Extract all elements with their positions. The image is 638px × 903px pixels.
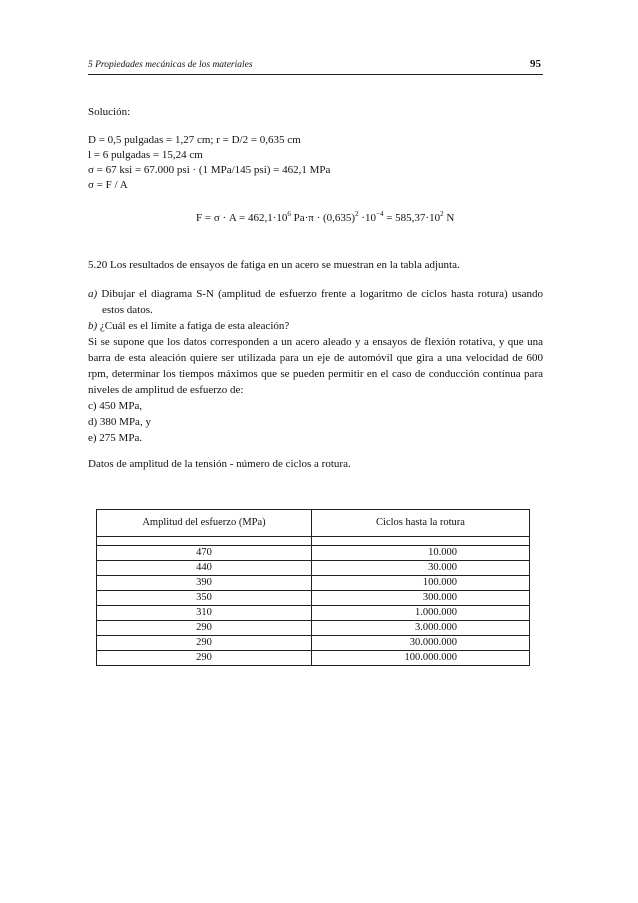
table-row xyxy=(97,651,530,666)
solution-line-3: σ = 67 ksi = 67.000 psi · (1 MPa/145 psi) = 462,1 MPa xyxy=(88,164,331,176)
solution-heading: Solución: xyxy=(88,106,131,118)
spacer-cell xyxy=(97,537,312,546)
fatigue-data-table xyxy=(96,509,530,666)
table-row xyxy=(97,606,530,621)
table-spacer-row xyxy=(97,537,530,546)
spacer-cell xyxy=(312,537,530,546)
force-equation xyxy=(196,210,454,224)
item-b-text: ¿Cuál es el límite a fatiga de esta aleación? xyxy=(99,320,290,332)
item-e: e) 275 MPa. xyxy=(88,432,143,444)
amplitude-cell: 290 xyxy=(97,636,312,651)
column-header-amplitude: Amplitud del esfuerzo (MPa) xyxy=(97,510,312,537)
page-header xyxy=(88,58,543,75)
eq-part: N xyxy=(443,212,455,224)
eq-exp: 2 xyxy=(355,210,359,218)
cycles-cell: 100.000 xyxy=(312,576,530,591)
item-b xyxy=(88,318,543,334)
cycles-cell: 1.000.000 xyxy=(312,606,530,621)
item-a-label: a) xyxy=(88,288,98,300)
cycles-cell: 10.000 xyxy=(312,546,530,561)
table-row xyxy=(97,636,530,651)
item-d: d) 380 MPa, y xyxy=(88,416,151,428)
solution-line-2: l = 6 pulgadas = 15,24 cm xyxy=(88,149,203,161)
item-c: c) 450 MPa, xyxy=(88,400,143,412)
table-row xyxy=(97,621,530,636)
solution-line-4: σ = F / A xyxy=(88,179,128,191)
column-header-cycles: Ciclos hasta la rotura xyxy=(312,510,530,537)
problem-statement: 5.20 Los resultados de ensayos de fatiga en un acero se muestran en la tabla adjunta. xyxy=(88,259,460,271)
cycles-cell: 30.000.000 xyxy=(312,636,530,651)
table-caption: Datos de amplitud de la tensión - número de ciclos a rotura. xyxy=(88,458,351,470)
amplitude-cell: 290 xyxy=(97,621,312,636)
page-number: 95 xyxy=(530,58,541,70)
table-row xyxy=(97,561,530,576)
amplitude-cell: 350 xyxy=(97,591,312,606)
table-row xyxy=(97,576,530,591)
problem-paragraph: Si se supone que los datos corresponden a un acero aleado y a ensayos de flexión rotativa, y que una barra de esta aleación quiere ser utilizada para un eje de automóvil que gira a una velocidad de 600 rpm, determinar los tiempos máximos que se pueden permitir en el caso de conducción contínua para niveles de amplitud de esfuerzo de: xyxy=(88,336,543,396)
eq-part: F = σ · A = 462,1·10 xyxy=(196,212,288,224)
cycles-cell: 300.000 xyxy=(312,591,530,606)
table-header-row xyxy=(97,510,530,537)
eq-part: ·10 xyxy=(358,212,377,224)
solution-line-1: D = 0,5 pulgadas = 1,27 cm; r = D/2 = 0,635 cm xyxy=(88,134,301,146)
cycles-cell: 30.000 xyxy=(312,561,530,576)
eq-exp: 6 xyxy=(287,210,291,218)
table-row xyxy=(97,546,530,561)
amplitude-cell: 290 xyxy=(97,651,312,666)
amplitude-cell: 390 xyxy=(97,576,312,591)
amplitude-cell: 440 xyxy=(97,561,312,576)
amplitude-cell: 310 xyxy=(97,606,312,621)
item-a-text: Dibujar el diagrama S-N (amplitud de esfuerzo frente a logaritmo de ciclos hasta rotura) usando estos datos. xyxy=(101,288,544,316)
cycles-cell: 3.000.000 xyxy=(312,621,530,636)
eq-exp: −4 xyxy=(376,210,384,218)
item-b-label: b) xyxy=(88,320,98,332)
eq-part: Pa·π · (0,635) xyxy=(290,212,356,224)
item-a xyxy=(88,286,543,318)
chapter-title: 5 Propiedades mecánicas de los materiales xyxy=(88,60,253,70)
eq-exp: 2 xyxy=(440,210,444,218)
eq-part: = 585,37·10 xyxy=(383,212,441,224)
problem-body xyxy=(88,286,543,446)
cycles-cell: 100.000.000 xyxy=(312,651,530,666)
table-row xyxy=(97,591,530,606)
amplitude-cell: 470 xyxy=(97,546,312,561)
